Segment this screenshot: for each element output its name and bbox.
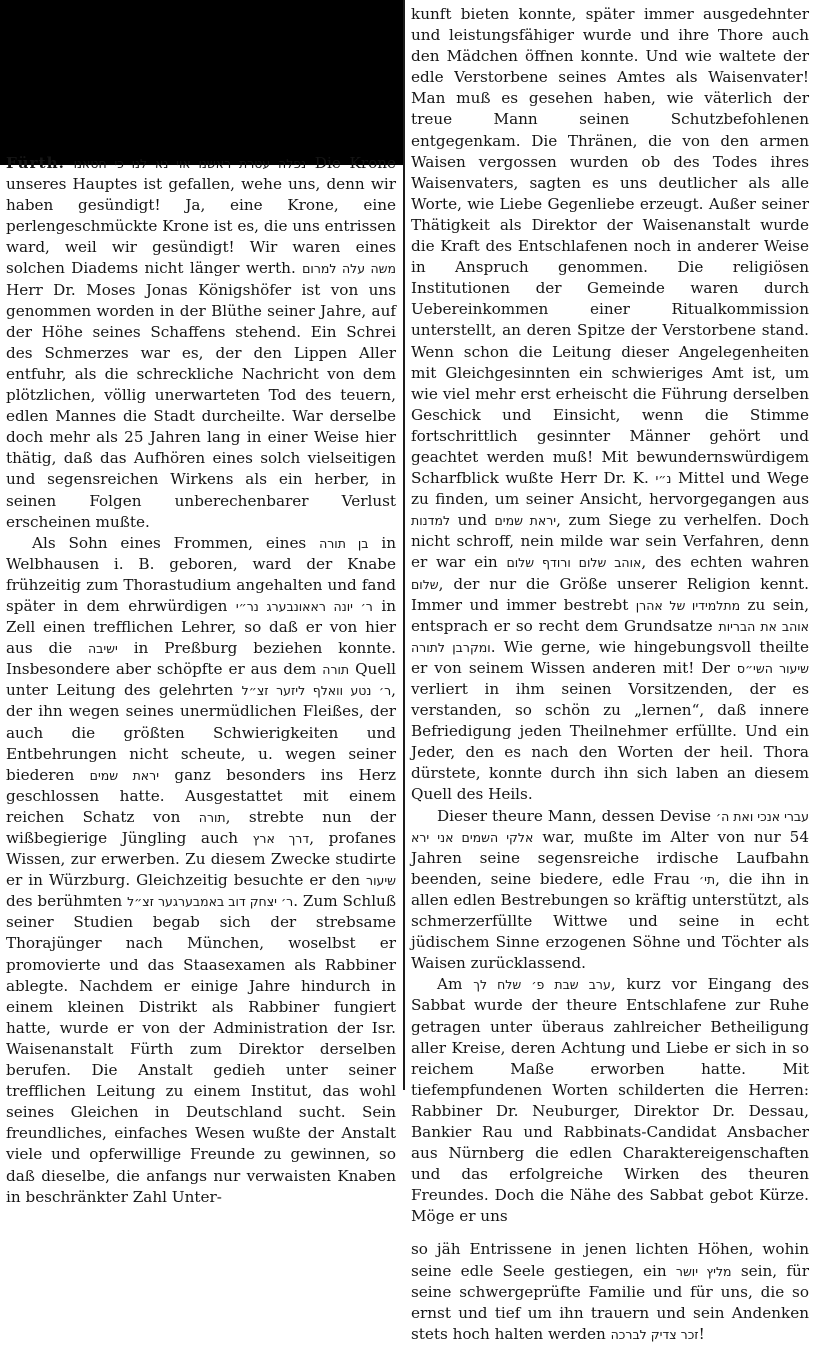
paragraph-text: , des echten wahren [641, 553, 809, 572]
hebrew-phrase: מתלמידיו של אהרן [635, 597, 741, 613]
right-column [411, 4, 810, 1343]
paragraph-text: in Preßburg beziehen konnte. Insbesondere aber schöpfte er aus dem [6, 639, 397, 679]
paragraph-text: sein, für seine schwergeprüfte Familie und für uns, die so ernst und tief um ihn trauern und sein Andenken stets hoch halten werden [411, 1261, 809, 1343]
paragraph-text: war, mußte im Alter von nur 54 Jahren seine segensreiche irdische Laufbahn beenden, seine biedere, edle Frau [411, 827, 809, 888]
paragraph-text: Die Krone unseres Hauptes ist gefallen, wehe uns, denn wir haben gesündigt! Ja, eine Krone, eine perlengeschmückte Krone ist es, die uns entrissen ward, weil wir gesündigt! Wir waren eines solchen Diadems nicht länger werth. [6, 154, 397, 278]
paragraph-text: des berühmten [6, 892, 123, 911]
paragraph-text: ! [698, 1324, 705, 1343]
paragraph-text: , der nur die Größe unserer Religion kennt. Immer und immer bestrebt [411, 574, 809, 614]
paragraph-waisenvater [411, 4, 809, 806]
paragraph-text: , kurz vor Eingang des Sabbat wurde der theure Entschlafene zur Ruhe getragen unter überaus zahlreicher Betheiligung aller Kreise, deren Achtung und Liebe er sich in so reichem Maße erworben hatte. Mit tiefempfundenen Worten schilderten die Herren: Rabbiner Dr. Neuburger, Direktor Dr. Dessau, Bankier Rau und Rabbinats-Candidat Ansbacher aus Nürnberg die edlen Charaktereigenschaften und das erfolgreiche Wirken des theuren Freundes. Doch die Nähe des Sabbat gebot Kürze. Möge er uns [411, 975, 809, 1226]
redacted-block [0, 0, 403, 165]
paragraph-funeral [411, 974, 809, 1227]
hebrew-phrase: ערב שבת פ׳ שלח לך [473, 977, 611, 993]
paragraph-intro [6, 153, 396, 533]
paragraph-text: . Zum Schluß seiner Studien begab sich der strebsame Thorajünger nach München, woselbst er promovierte und das Staasexamen als Rabbiner ablegte. Nachdem er einige Jahre hindurch in einem kleinen Distrikt als Rabbiner fungiert hatte, wurde er von der Administration der Isr. Waisenanstalt Fürth zum Direktor derselben berufen. Die Anstalt gedieh unter seiner trefflichen Leitung zu einem Institut, das wohl seines Gleichen in Deutschland sucht. Sein freundliches, einfaches Wesen wußte der Anstalt viele und opferwillige Freunde zu gewinnen, so daß dieselbe, die anfangs nur verwaisten Knaben in beschränkter Zahl Unter- [6, 892, 396, 1206]
hebrew-phrase: אוהב שלום ורודף שלום [506, 555, 642, 571]
hebrew-phrase: יראת שמים [89, 767, 159, 783]
hebrew-phrase: תורה [198, 809, 226, 825]
hebrew-phrase: שלום [411, 576, 439, 592]
hebrew-phrase: תי׳ [698, 871, 716, 887]
paragraph-devise [411, 806, 809, 975]
hebrew-phrase: דרך ארץ [252, 831, 310, 846]
paragraph-text: Quell unter Leitung des gelehrten [6, 660, 397, 700]
hebrew-phrase: בן תורה [319, 535, 369, 551]
paragraph-text: Dieser theure Mann, dessen Devise [437, 806, 711, 825]
paragraph-text: , die ihn in allen edlen Bestrebungen so kräftig unterstützt, als schmerzerfüllte Wittwe und seine in echt jüdischem Sinne erzogenen Söhne und Töchter als Waisen zurücklassend. [411, 869, 810, 973]
hebrew-phrase: למדנות [411, 513, 451, 529]
left-column [6, 153, 397, 1206]
paragraph-biography [6, 533, 396, 1208]
hebrew-phrase: ר׳ נטע וואלף ליזער זצ״ל [241, 683, 392, 699]
hebrew-phrase: זכר צדיק לברכה [610, 1326, 699, 1342]
hebrew-phrase: מליץ יושר [675, 1263, 732, 1279]
paragraph-text: . Wie gerne, wie hingebungsvoll theilte er von seinem Wissen anderen mit! Der [411, 637, 809, 677]
hebrew-phrase: תורה [322, 662, 350, 678]
paragraph-text: so jäh Entrissene in jenen lichten Höhen, wohin seine edle Seele gestiegen, ein [411, 1240, 809, 1280]
dateline-city: Fürth. [6, 154, 65, 172]
paragraph-text: Herr Dr. Moses Jonas Königshöfer ist von uns genommen worden in der Blüthe seiner Jahre, auf der Höhe seines Schaffens stehend. Ein Schrei des Schmerzes war es, der den Lippen Aller entfuhr, als die schreckliche Nachricht von dem plötzlichen, völlig unerwarteten Tod des teuern, edlen Mannes die Stadt durcheilte. War derselbe doch mehr als 25 Jahren lang in einer Weise hier thätig, daß das Aufhören eines solch vielseitigen und segensreichen Wirkens als ein herber, in seinen Folgen unberechenbarer Verlust erscheinen mußte. [6, 280, 396, 531]
paragraph-text: , profanes Wissen, zur erwerben. Zu diesem Zwecke studirte er in Würzburg. Gleichzeitig besuchte er den [6, 829, 396, 890]
hebrew-phrase: ר׳ יונה ראאונבערג נר״י [235, 598, 373, 614]
paragraph-text: Als Sohn eines Frommen, eines [32, 533, 307, 552]
paragraph-text: verliert in ihm seinen Vorsitzenden, der es verstanden, so schön zu „lernen“, daß innere Befriedigung jeden Theilnehmer erfüllte. Und ein Jeder, den es nach den Worten der heil. Thora dürstete, konnte durch ihn sich laben an diesem Quell des Heils. [411, 680, 809, 804]
hebrew-phrase: משה עלה למרום [302, 261, 397, 277]
hebrew-phrase: נפלה עטרת ראשנו אוי נא לנו כי חטאנו [73, 156, 307, 171]
paragraph-text: Am [437, 975, 463, 994]
hebrew-phrase: נ״י [655, 471, 672, 487]
paragraph-text: , strebte nun der wißbegierige Jüngling auch [6, 807, 396, 847]
paragraph-text: und [457, 511, 487, 530]
paragraph-text: , zum Siege zu verhelfen. Doch nicht schroff, nein milde war sein Verfahren, denn er war ein [411, 511, 809, 572]
hebrew-phrase: יראת שמים [494, 513, 557, 529]
hebrew-phrase: ישיבה [87, 641, 118, 657]
paragraph-text: zu sein, entsprach er so recht dem Grundsatze [411, 595, 810, 635]
paragraph-text: in Zell einen trefflichen Lehrer, so daß er von hier aus die [6, 596, 396, 658]
hebrew-phrase: שיעור השי״ס [736, 660, 810, 676]
paragraph-text: ganz besonders ins Herz geschlossen hatte. Ausgestattet mit einem reichen Schatz von [6, 765, 397, 826]
hebrew-phrase: ר׳ יצחק דוב באמבערגער זצ״ל [127, 894, 294, 910]
paragraph-text: , der ihn wegen seines unermüdlichen Fleißes, der auch die größten Schwierigkeiten und Entbehrungen nicht scheute, u. wegen seiner biederen [6, 681, 396, 784]
paragraph-text: kunft bieten konnte, später immer ausgedehnter und leistungsfähiger wurde und ihre Thore auch den Mädchen öffnen konnte. Und wie waltete der edle Verstorbene seines Amtes als Waisenvater! Man muß es gesehen haben, wie väterlich der treue Mann seinen Schutzbefohlenen entgegenkam. Die Thränen, die von den armen Waisen vergossen wurden ob des Todes ihres Waisenvaters, sagten es uns deutlicher als alle Worte, wie Liebe Gegenliebe erzeugt. Außer seiner Thätigkeit als Direktor der Waisenanstalt wurde die Kraft des Entschlafenen noch in anderer Weise in Anspruch genommen. Die religiösen Institutionen der Gemeinde waren durch Uebereinkommen einer Ritualkommission unterstellt, an deren Spitze der Verstorbene stand. Wenn schon die Leitung dieser Angelegenheiten mit Gleichgesinnten ein schwieriges Amt ist, um wie viel mehr erst erheischt die Führung derselben Geschick und Einsicht, wenn die Stimme fortschrittlich gesinnter Männer gehört und geachtet werden muß! Mit bewundernswürdigem Scharfblick wußte Herr Dr. K. [411, 5, 809, 488]
hebrew-phrase: אוהב את הבריות ומקרבן לתורה [411, 618, 810, 655]
paragraph-text: Mittel und Wege zu finden, um seiner Ansicht, hervorgegangen aus [411, 469, 810, 509]
hebrew-phrase: עברי אנכי ואת ה׳ אלקי השמים אני ירא [411, 808, 809, 845]
paragraph-closing [411, 1239, 809, 1344]
paragraph-text: in Welbhausen i. B. geboren, ward der Knabe frühzeitig zum Thorastudium angehalten und fand später in dem ehrwürdigen [6, 533, 397, 615]
column-divider [403, 0, 405, 1090]
hebrew-phrase: שיעור [366, 873, 396, 889]
